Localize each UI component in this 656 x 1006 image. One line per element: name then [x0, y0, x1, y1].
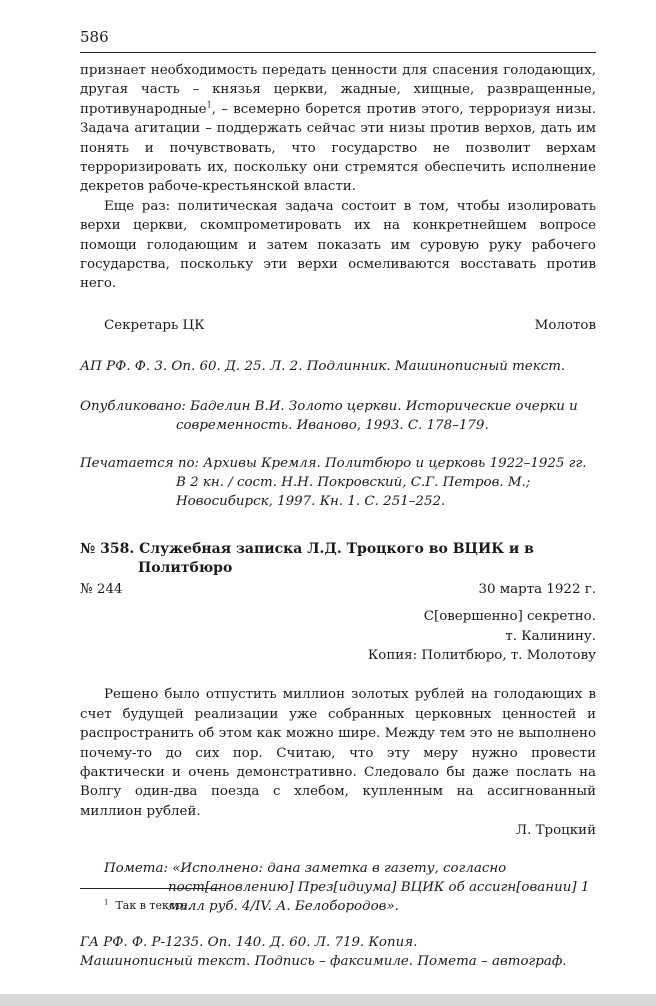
recipient: т. Калинину. — [505, 628, 596, 644]
footnote-rule — [80, 888, 220, 889]
paragraph-text: признает необходимость передать ценности для спасения голодающих, другая часть – князья церкви, жадные, хищные, развращенные, противународные — [80, 63, 596, 117]
publication-note: Опубликовано: Баделин В.И. Золото церкви. Исторические очерки и современность. Иваново, 1993. С. 178–179. — [80, 398, 578, 434]
document-number: № 244 — [80, 581, 123, 597]
signature-name: Молотов — [534, 317, 596, 333]
page-content — [80, 61, 596, 972]
paragraph-political-task: Еще раз: политическая задача состоит в том, чтобы изолировать верхи церкви, скомпрометировать их на конкретнейшем вопросе помощи голодающим и затем показать им суровую руку рабочего государства, поскольку эти верхи осмеливаются восставать против него. — [80, 198, 596, 292]
remark-text: Помета: «Исполнено: дана заметка в газету, согласно пост[ановлению] През[идиума] ВЦИК об ассигн[овании] 1 милл руб. 4/IV. А. Белобородов». — [104, 860, 590, 915]
archive-source-2-line1: ГА РФ. Ф. Р-1235. Оп. 140. Д. 60. Л. 719. Копия. — [80, 934, 418, 950]
bottom-edge — [0, 994, 656, 1006]
document-date: 30 марта 1922 г. — [478, 581, 596, 597]
memo-body: Решено было отпустить миллион золотых рублей на голодающих в счет будущей реализации уже собранных церковных ценностей и распространить об этом как можно шире. Между тем это не выполнено почему-то до сих пор. Считаю, что эту меру нужно провести фактически и очень демонстративно. Следовало бы даже послать на Волгу один-два поезда с хлебом, купленным на ассигнованный миллион рублей. — [80, 687, 596, 819]
archive-source: АП РФ. Ф. 3. Оп. 60. Д. 25. Л. 2. Подлинник. Машинописный текст. — [80, 359, 566, 375]
printed-from-note: Печатается по: Архивы Кремля. Политбюро и церковь 1922–1925 гг. В 2 кн. / сост. Н.Н. Покровский, С.Г. Петров. М.; Новосибирск, 1997. Кн. 1. С. 251–252. — [80, 455, 587, 510]
archive-source-2-line2: Машинописный текст. Подпись – факсимиле. Помета – автограф. — [80, 954, 567, 970]
paragraph-text: , – всемерно борется против этого, терроризуя низы. Задача агитации – поддержать сейчас эти низы против верхов, дать им понять и почувствовать, что государство не позволит верхам терроризировать их, поскольку они стремятся обеспечить исполнение декретов рабоче-крестьянской власти. — [80, 101, 596, 195]
paragraph-continuation — [80, 61, 596, 197]
recipients-block — [80, 607, 596, 665]
author-signature: Л. Троцкий — [515, 823, 596, 839]
footnote-mark: 1 — [104, 898, 109, 907]
document-title: № 358. Служебная записка Л.Д. Троцкого во ВЦИК и в Политбюро — [80, 540, 534, 576]
signature-row — [80, 316, 596, 335]
signature-title: Секретарь ЦК — [104, 317, 205, 333]
archive-source-2 — [80, 933, 596, 972]
secrecy-mark: С[овершенно] секретно. — [423, 609, 596, 625]
footnote — [104, 899, 191, 913]
footnote-reference[interactable]: 1 — [206, 100, 212, 110]
copy-recipients: Копия: Политбюро, т. Молотову — [367, 647, 596, 663]
header-rule — [80, 52, 596, 53]
footnote-text: Так в тексте. — [115, 899, 192, 912]
document-number-row — [80, 580, 596, 599]
page-number: 586 — [80, 28, 109, 46]
